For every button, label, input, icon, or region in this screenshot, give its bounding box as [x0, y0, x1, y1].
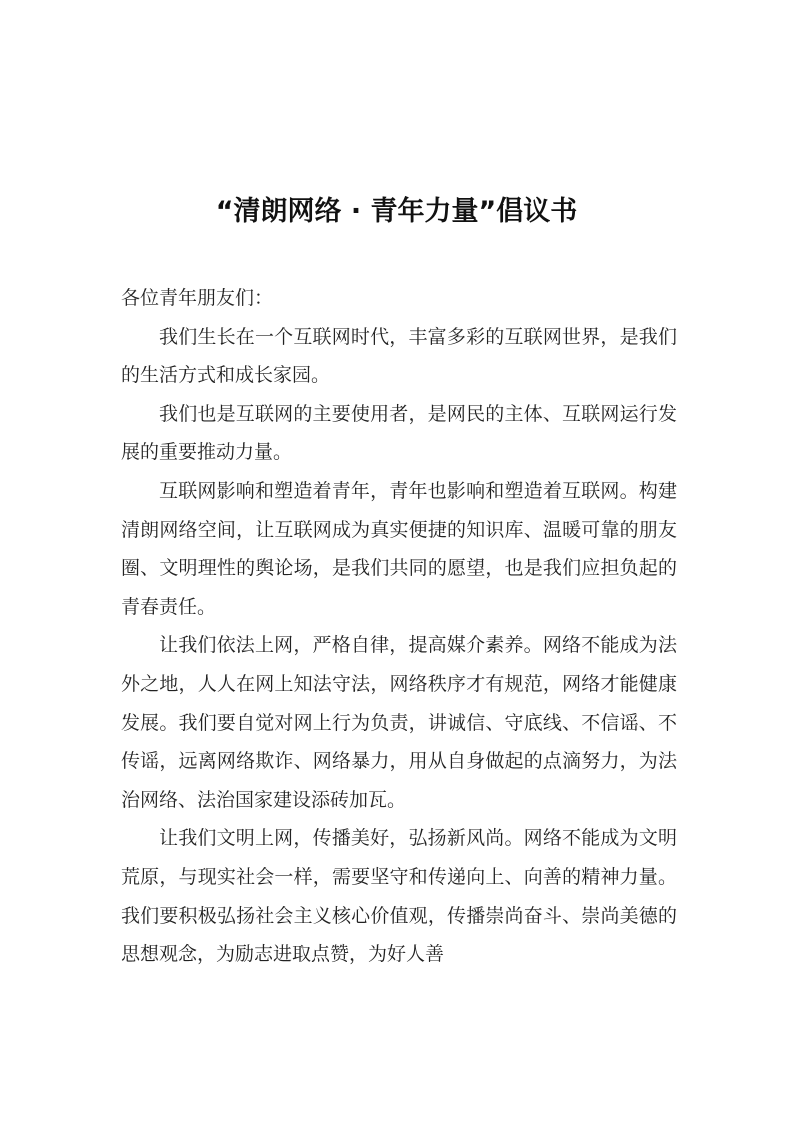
document-title: “清朗网络 · 青年力量”倡议书	[215, 196, 578, 227]
paragraph: 让我们文明上网，传播美好，弘扬新风尚。网络不能成为文明荒原，与现实社会一样，需要坚守和传递向上、向善的精神力量。我们要积极弘扬社会主义核心价值观，传播崇尚奋斗、崇尚美德的思想观念，为励志进取点赞，为好人善	[121, 827, 677, 966]
paragraph: 让我们依法上网，严格自律，提高媒介素养。网络不能成为法外之地，人人在网上知法守法，网络秩序才有规范，网络才能健康发展。我们要自觉对网上行为负责，讲诚信、守底线、不信谣、不传谣，远离网络欺诈、网络暴力，用从自身做起的点滴努力，为法治网络、法治国家建设添砖加瓦。	[121, 634, 677, 811]
paragraph: 互联网影响和塑造着青年，青年也影响和塑造着互联网。构建清朗网络空间，让互联网成为真实便捷的知识库、温暖可靠的朋友圈、文明理性的舆论场，是我们共同的愿望，也是我们应担负起的青春责任。	[121, 479, 677, 618]
paragraph: 我们也是互联网的主要使用者，是网民的主体、互联网运行发展的重要推动力量。	[121, 402, 677, 464]
paragraph: 我们生长在一个互联网时代，丰富多彩的互联网世界，是我们的生活方式和成长家园。	[121, 325, 677, 387]
document-body	[121, 279, 677, 974]
salutation: 各位青年朋友们：	[121, 287, 274, 309]
